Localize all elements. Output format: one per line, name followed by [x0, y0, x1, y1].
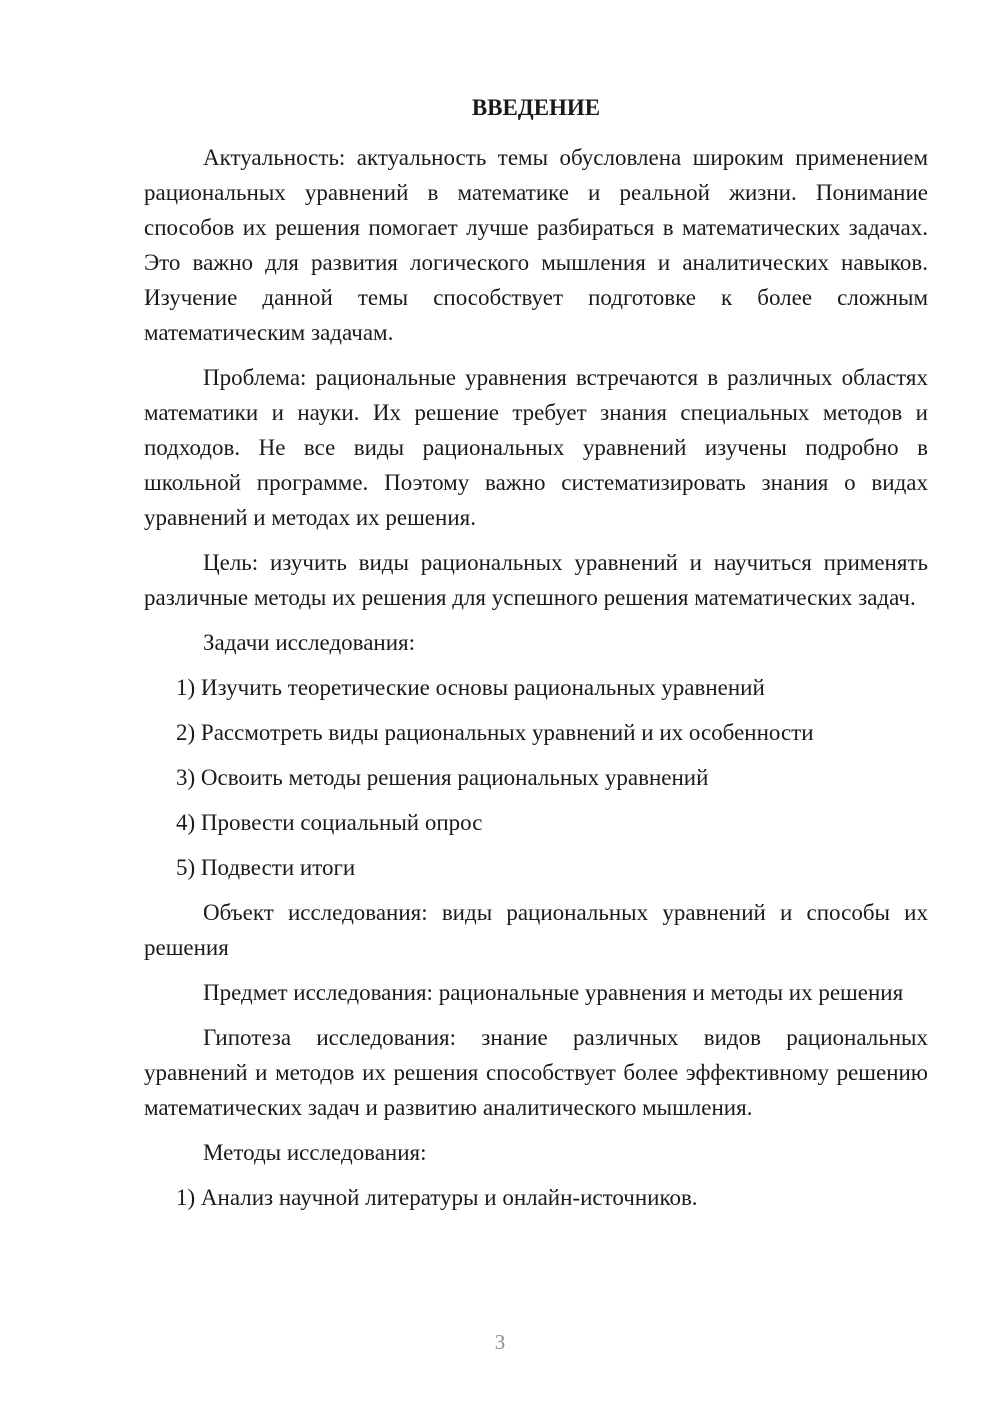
tasks-label: Задачи исследования:	[203, 630, 416, 655]
methods-list	[144, 1180, 928, 1215]
list-item: 1) Изучить теоретические основы рациональных уравнений	[176, 675, 765, 700]
list-item: 4) Провести социальный опрос	[176, 810, 483, 835]
paragraph-goal: Цель: изучить виды рациональных уравнений и научиться применять различные методы их решения для успешного решения математических задач.	[144, 550, 928, 610]
methods-label: Методы исследования:	[203, 1140, 427, 1165]
paragraph-problem: Проблема: рациональные уравнения встречаются в различных областях математики и науки. Их решение требует знания специальных методов и подходов. Не все виды рациональных уравнений изучены подробно в школьной программе. Поэтому важно систематизировать знания о видах уравнений и методах их решения.	[144, 365, 928, 530]
page-title: ВВЕДЕНИЕ	[471, 95, 601, 120]
paragraph-object: Объект исследования: виды рациональных уравнений и способы их решения	[144, 900, 928, 960]
document-page	[144, 90, 928, 1225]
tasks-list	[144, 670, 928, 885]
list-item: 3) Освоить методы решения рациональных уравнений	[176, 765, 709, 790]
list-item: 2) Рассмотреть виды рациональных уравнений и их особенности	[176, 720, 814, 745]
page-number: 3	[494, 1330, 506, 1354]
list-item: 5) Подвести итоги	[176, 855, 356, 880]
list-item: 1) Анализ научной литературы и онлайн-источников.	[176, 1185, 698, 1210]
paragraph-relevance: Актуальность: актуальность темы обусловлена широким применением рациональных уравнений в математике и реальной жизни. Понимание способов их решения помогает лучше разбираться в математических задачах. Это важно для развития логического мышления и аналитических навыков. Изучение данной темы способствует подготовке к более сложным математическим задачам.	[144, 145, 928, 345]
paragraph-subject: Предмет исследования: рациональные уравнения и методы их решения	[203, 980, 904, 1005]
paragraph-hypothesis: Гипотеза исследования: знание различных видов рациональных уравнений и методов их решения способствует более эффективному решению математических задач и развитию аналитического мышления.	[144, 1025, 928, 1120]
